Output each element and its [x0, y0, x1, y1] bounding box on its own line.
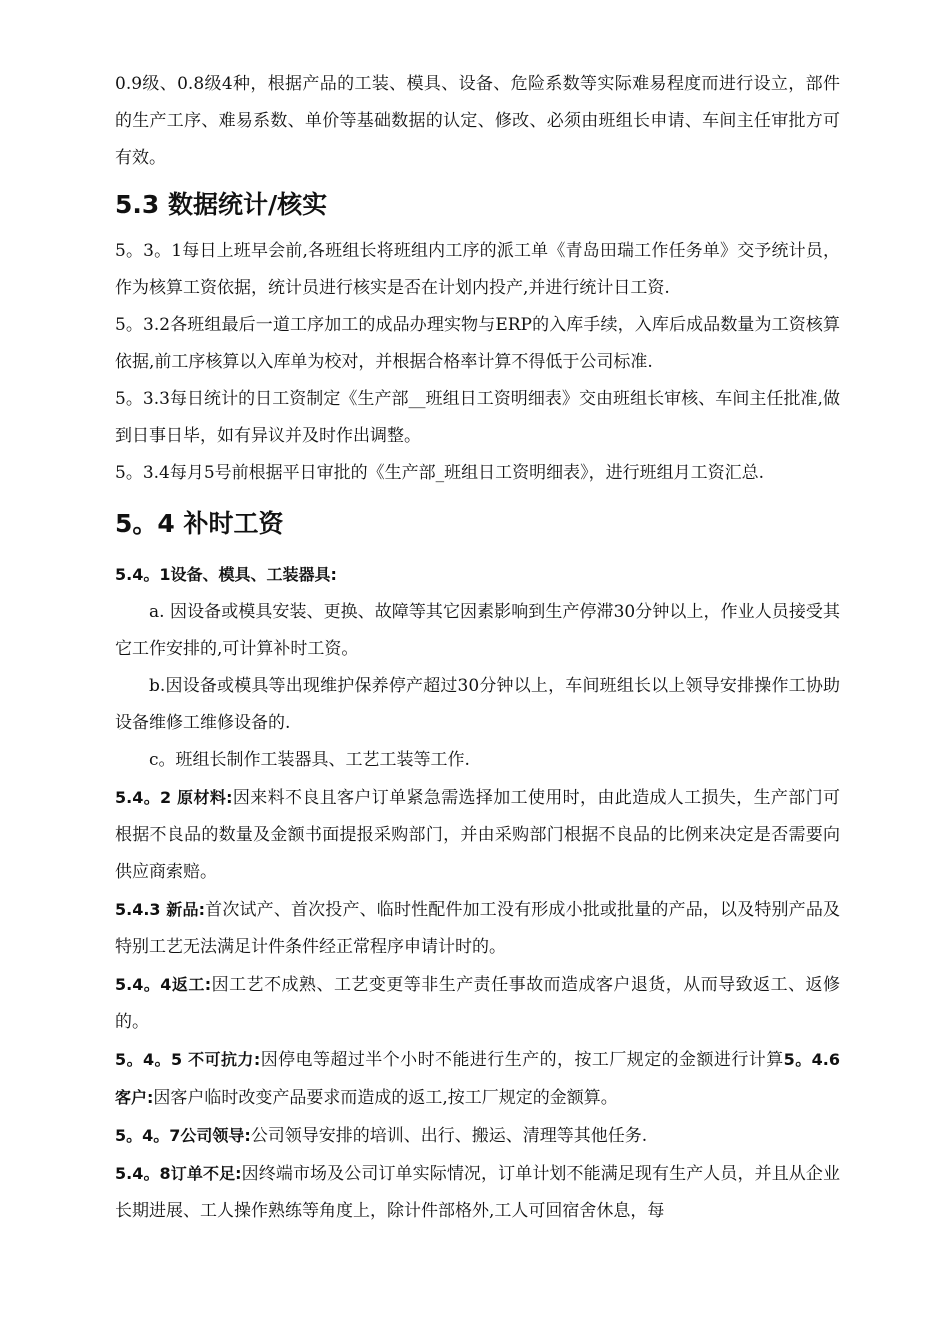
- item-5-3-4: 5。3.4每月5号前根据平日审批的《生产部_班组日工资明细表》，进行班组月工资汇总.: [115, 463, 765, 483]
- item-5-4-4-label: 5.4。4返工:: [115, 975, 212, 994]
- item-5-4-1-c: c。班组长制作工装器具、工艺工装等工作.: [149, 750, 470, 770]
- item-5-4-8: [115, 1155, 840, 1230]
- item-5-4-3-label: 5.4.3 新品:: [115, 900, 206, 919]
- item-5-4-6-text: 因客户临时改变产品要求而造成的返工,按工厂规定的金额算。: [153, 1088, 618, 1108]
- item-5-4-5-6: [115, 1041, 840, 1117]
- intro-paragraph: 0.9级、0.8级4种，根据产品的工装、模具、设备、危险系数等实际难易程度而进行设立，部件的生产工序、难易系数、单价等基础数据的认定、修改、必须由班组长申请、车间主任审批方可有效。: [115, 74, 840, 168]
- item-5-4-3-text: 首次试产、首次投产、临时性配件加工没有形成小批或批量的产品，以及特别产品及特别工艺无法满足计件条件经正常程序申请计时的。: [115, 900, 840, 957]
- item-5-4-2-text: 因来料不良且客户订单紧急需选择加工使用时，由此造成人工损失，生产部门可根据不良品的数量及金额书面提报采购部门，并由采购部门根据不良品的比例来决定是否需要向供应商索赔。: [115, 788, 840, 882]
- section-5-3-heading: 5.3 数据统计/核实: [115, 190, 328, 219]
- item-5-4-7: [115, 1117, 840, 1155]
- item-5-3-2: 5。3.2各班组最后一道工序加工的成品办理实物与ERP的入库手续，入库后成品数量为工资核算依据,前工序核算以入库单为校对，并根据合格率计算不得低于公司标准.: [115, 315, 840, 372]
- item-5-4-2: [115, 779, 840, 891]
- section-5-4-heading: 5。4 补时工资: [115, 509, 284, 538]
- item-5-4-8-label: 5.4。8订单不足:: [115, 1164, 242, 1183]
- item-5-4-7-text: 公司领导安排的培训、出行、搬运、清理等其他任务.: [250, 1126, 648, 1146]
- item-5-4-6-label: 5。4.6 客户:: [115, 1050, 840, 1107]
- item-5-4-2-label: 5.4。2 原材料:: [115, 788, 233, 807]
- item-5-4-1-b: b.因设备或模具等出现维护保养停产超过30分钟以上，车间班组长以上领导安排操作工协助设备维修工维修设备的.: [115, 676, 840, 733]
- item-5-3-1: 5。3。1每日上班早会前,各班组长将班组内工序的派工单《青岛田瑞工作任务单》交予统计员，作为核算工资依据，统计员进行核实是否在计划内投产,并进行统计日工资.: [115, 241, 840, 298]
- item-5-3-3: 5。3.3每日统计的日工资制定《生产部__班组日工资明细表》交由班组长审核、车间主任批准,做到日事日毕，如有异议并及时作出调整。: [115, 389, 840, 446]
- item-5-4-4-text: 因工艺不成熟、工艺变更等非生产责任事故而造成客户退货，从而导致返工、返修的。: [115, 975, 840, 1032]
- item-5-4-7-label: 5。4。7公司领导:: [115, 1126, 251, 1145]
- item-5-4-5-text: 因停电等超过半个小时不能进行生产的，按工厂规定的金额进行计算: [260, 1050, 784, 1070]
- item-5-4-1-title: [115, 556, 840, 594]
- item-5-4-4: [115, 966, 840, 1041]
- item-5-4-8-text: 因终端市场及公司订单实际情况，订单计划不能满足现有生产人员，并且从企业长期进展、工人操作熟练等角度上，除计件部格外,工人可回宿舍休息，每: [115, 1164, 840, 1221]
- item-5-4-3: [115, 891, 840, 966]
- item-5-4-5-label: 5。4。5 不可抗力:: [115, 1050, 261, 1069]
- item-5-4-1-a: a. 因设备或模具安装、更换、故障等其它因素影响到生产停滞30分钟以上，作业人员接受其它工作安排的,可计算补时工资。: [115, 602, 840, 659]
- document-page: [115, 66, 840, 1230]
- item-5-4-1-label: 5.4。1设备、模具、工装器具:: [115, 565, 337, 584]
